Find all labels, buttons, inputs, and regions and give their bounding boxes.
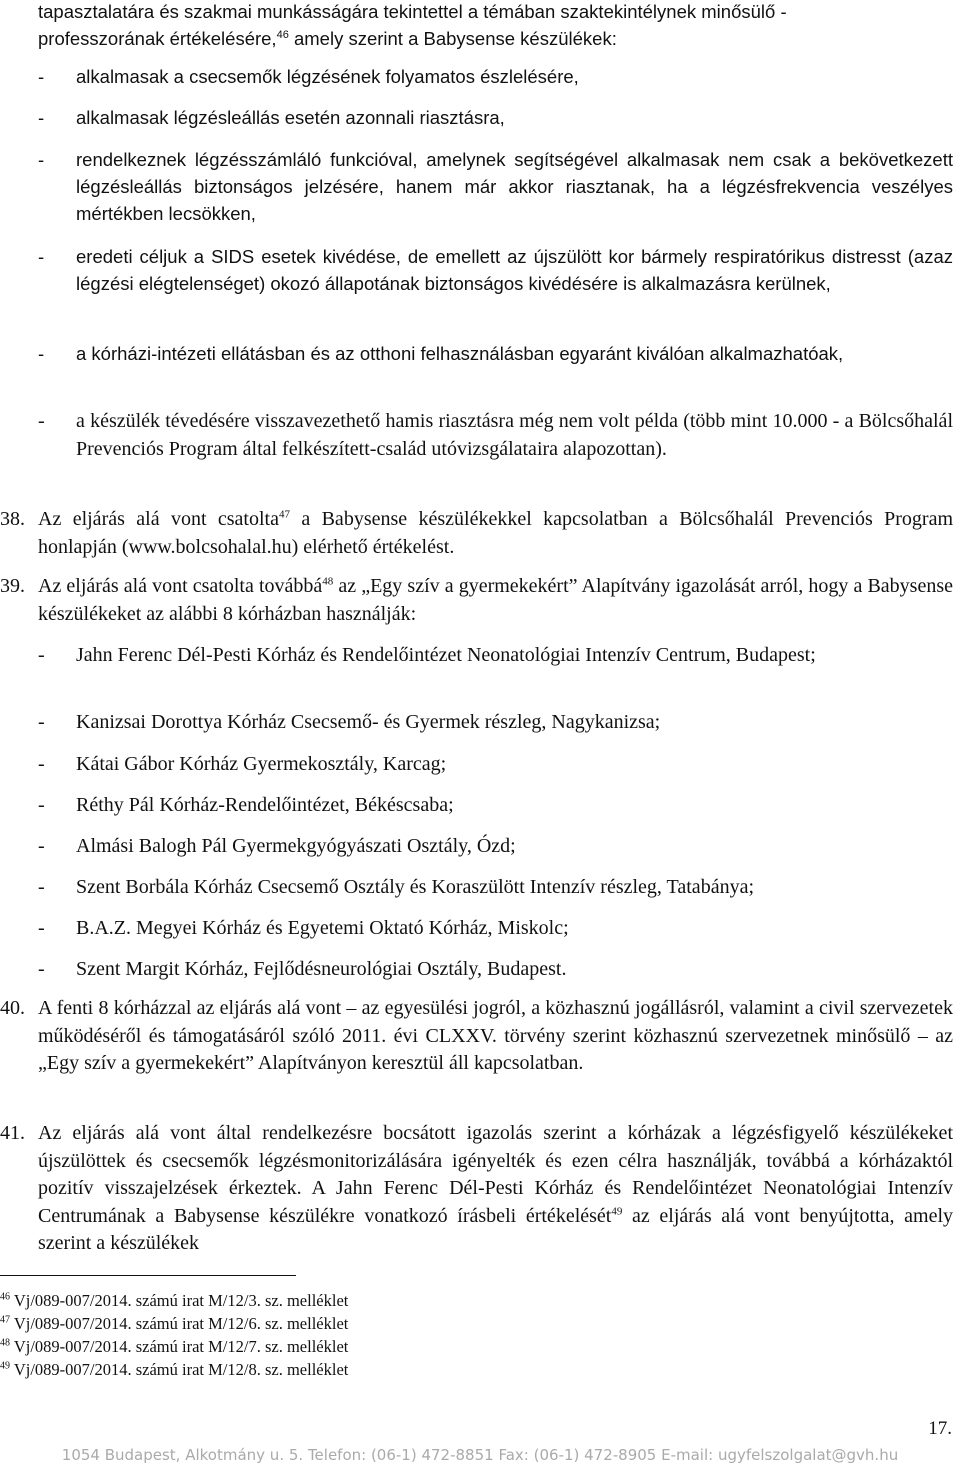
bullet-text: a készülék tévedésére visszavezethető hamis riasztásra még nem volt példa (több mint 10.000 - a Bölcsőhalál Prevenciós Program által felkészített-család utóvizsgálataira alapozottan). [76, 410, 953, 460]
footnote-ref-46: 46 [276, 28, 289, 41]
paragraph-text: A fenti 8 kórházzal az eljárás alá vont – az egyesülési jogról, a közhasznú jogállásról, valamint a civil szervezetek működéséről és támogatásáról szóló 2011. évi CLXXV. törvény szerint közhasznú szervezetnek minősülő – az „Egy szív a gyermekekért” Alapítványon keresztül áll kapcsolatban. [38, 997, 953, 1074]
bullet-item [38, 340, 953, 367]
footnote-text: Vj/089-007/2014. számú irat M/12/3. sz. melléklet [13, 1291, 349, 1310]
bullet-item [38, 146, 953, 227]
footnote-number: 46 [0, 1291, 10, 1303]
bullet-item [38, 63, 953, 90]
bullet-dash: - [38, 711, 45, 733]
paragraph-text-cont: az eljárás alá vont benyújtotta, amely szerint a készülékek [38, 1204, 954, 1254]
bullet-item [38, 104, 953, 131]
page-footer: 1054 Budapest, Alkotmány u. 5. Telefon: (06-1) 472-8851 Fax: (06-1) 472-8905 E-mail: ugyfelszolgalat@gvh.hu [61, 1446, 899, 1464]
footnote-separator [0, 1275, 296, 1276]
hospital-text: Szent Margit Kórház, Fejlődésneurológiai Osztály, Budapest. [76, 958, 567, 980]
bullet-dash: - [38, 835, 45, 857]
hospital-text: B.A.Z. Megyei Kórház és Egyetemi Oktató Kórház, Miskolc; [76, 917, 569, 939]
hospital-item [38, 792, 953, 820]
paragraph-39 [0, 573, 953, 628]
paragraph-text: Az eljárás alá vont csatolta továbbá [38, 575, 323, 597]
paragraph-text: Az eljárás alá vont csatolta [38, 508, 279, 530]
intro-line-1: tapasztalatára és szakmai munkásságára tekintettel a témában szaktekintélynek minősülő - [38, 1, 787, 22]
paragraph-number: 41. [0, 1122, 25, 1144]
paragraph-text: Az eljárás alá vont által rendelkezésre bocsátott igazolás szerint a kórházak a légzésfigyelő készülékeket újszülöttek és csecsemők légzésmonitorizálására igényelték és ezen célra használják, továbbá a kórházaktól pozitív visszajelzések érkeztek. A Jahn Ferenc Dél-Pesti Kórház és Rendelőintézet Neonatológiai Intenzív Centrumának a Babysense készülékre vonatkozó írásbeli értékelését [38, 1122, 953, 1227]
bullet-item [38, 408, 953, 463]
footnote-49 [0, 1360, 348, 1380]
paragraph-text-cont: az „Egy szív a gyermekekért” Alapítvány igazolását arról, hogy a Babysense készülékeket az alábbi 8 kórházban használják: [38, 575, 953, 625]
paragraph-text-cont: a Babysense készülékekkel kapcsolatban a Bölcsőhalál Prevenciós Program honlapján (www.bolcsohalal.hu) elérhető értékelést. [38, 508, 953, 558]
footnote-text: Vj/089-007/2014. számú irat M/12/8. sz. melléklet [13, 1360, 349, 1379]
bullet-text: rendelkeznek légzésszámláló funkcióval, amelynek segítségével alkalmasak nem csak a bekövetkezett légzésleállás biztonságos jelzésére, hanem már akkor riasztanak, ha a légzésfrekvencia veszélyes mértékben lecsökken, [76, 149, 953, 224]
intro-paragraph [38, 0, 953, 52]
bullet-text: alkalmasak a csecsemők légzésének folyamatos észlelésére, [76, 66, 579, 87]
footnote-46 [0, 1291, 348, 1311]
bullet-dash: - [38, 917, 45, 939]
footnote-number: 49 [0, 1360, 10, 1372]
hospital-item [38, 642, 953, 670]
hospital-item [38, 915, 953, 943]
hospital-item [38, 956, 953, 984]
page-number: 17. [928, 1418, 952, 1439]
hospital-text: Szent Borbála Kórház Csecsemő Osztály és Koraszülött Intenzív részleg, Tatabánya; [76, 876, 754, 898]
footnote-text: Vj/089-007/2014. számú irat M/12/7. sz. melléklet [13, 1337, 349, 1356]
paragraph-40 [0, 995, 953, 1078]
hospital-item [38, 751, 953, 779]
paragraph-number: 38. [0, 508, 25, 530]
footnote-ref-47: 47 [278, 508, 290, 521]
hospital-text: Kanizsai Dorottya Kórház Csecsemő- és Gyermek részleg, Nagykanizsa; [76, 711, 661, 733]
footnote-ref-49: 49 [611, 1204, 623, 1217]
intro-text-cont: amely szerint a Babysense készülékek: [288, 28, 617, 49]
footnote-text: Vj/089-007/2014. számú irat M/12/6. sz. melléklet [13, 1314, 349, 1333]
intro-line-2 [38, 25, 953, 52]
bullet-dash: - [38, 246, 45, 267]
bullet-dash: - [38, 876, 45, 898]
bullet-dash: - [38, 958, 45, 980]
bullet-text: eredeti céljuk a SIDS esetek kivédése, de emellett az újszülött kor bármely respiratórikus distresst (azaz légzési elégtelenséget) okozó állapotának biztonságos kivédésére is alkalmazásra kerülnek, [76, 246, 953, 294]
hospital-text: Réthy Pál Kórház-Rendelőintézet, Békéscsaba; [76, 794, 454, 816]
bullet-dash: - [38, 343, 45, 364]
bullet-text: a kórházi-intézeti ellátásban és az otthoni felhasználásban egyaránt kiválóan alkalmazhatóak, [76, 343, 844, 364]
bullet-dash: - [38, 410, 45, 432]
bullet-dash: - [38, 644, 45, 666]
intro-text: professzorának értékelésére, [38, 28, 277, 49]
footnote-ref-48: 48 [322, 575, 334, 588]
paragraph-number: 39. [0, 575, 25, 597]
footnote-48 [0, 1337, 348, 1357]
bullet-dash: - [38, 794, 45, 816]
footnote-number: 48 [0, 1337, 10, 1349]
bullet-dash: - [38, 753, 45, 775]
hospital-item [38, 833, 953, 861]
bullet-item [38, 243, 953, 297]
bullet-text: alkalmasak légzésleállás esetén azonnali riasztásra, [76, 107, 505, 128]
hospital-text: Kátai Gábor Kórház Gyermekosztály, Karcag; [76, 753, 447, 775]
bullet-dash: - [38, 66, 45, 87]
hospital-text: Almási Balogh Pál Gyermekgyógyászati Osztály, Ózd; [76, 835, 516, 857]
paragraph-41 [0, 1120, 954, 1258]
paragraph-number: 40. [0, 997, 25, 1019]
hospital-item [38, 874, 953, 902]
bullet-dash: - [38, 149, 45, 170]
bullet-dash: - [38, 107, 45, 128]
footnote-47 [0, 1314, 348, 1334]
hospital-text: Jahn Ferenc Dél-Pesti Kórház és Rendelőintézet Neonatológiai Intenzív Centrum, Budapest; [76, 644, 816, 666]
hospital-item [38, 709, 953, 737]
paragraph-38 [0, 506, 953, 561]
footnote-number: 47 [0, 1314, 10, 1326]
